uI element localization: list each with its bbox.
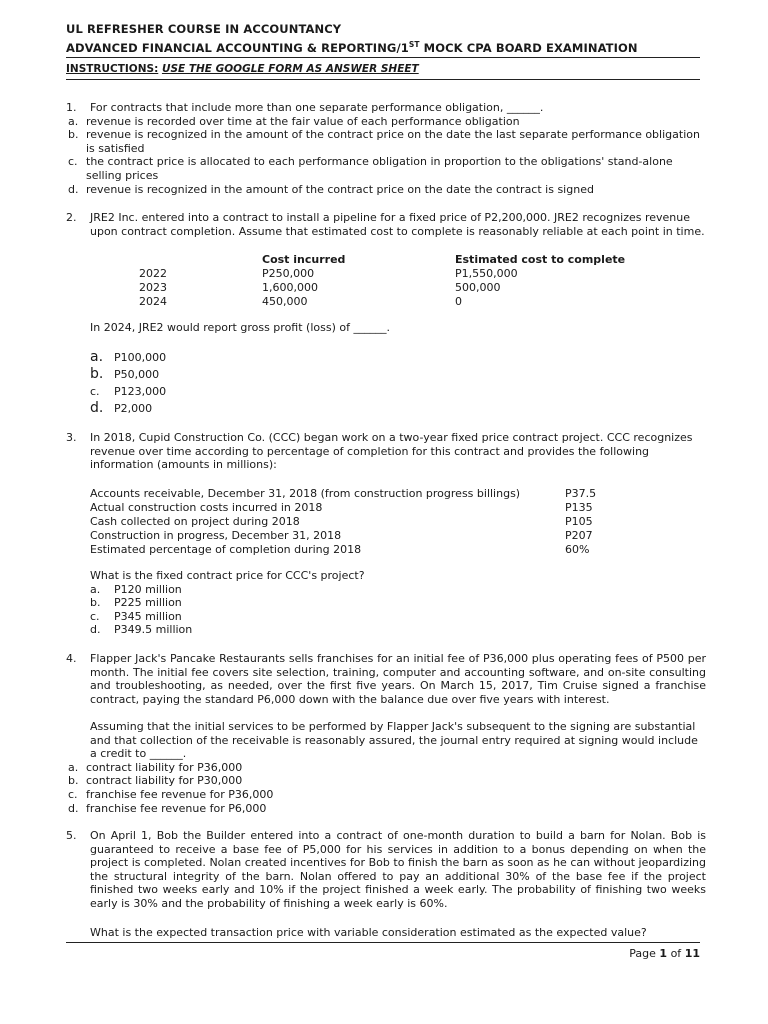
header-line-2: ADVANCED FINANCIAL ACCOUNTING & REPORTING/1ST MOCK CPA BOARD EXAMINATION xyxy=(66,40,638,55)
q1-option-c: c. the contract price is allocated to each performance obligation in proportion to the obligations' stand-alone selling prices xyxy=(68,155,673,182)
q3-item-label: Cash collected on project during 2018 xyxy=(90,515,300,528)
q3-item-value: P207 xyxy=(565,529,593,542)
q3-item-value: P135 xyxy=(565,501,593,514)
q2-row-year: 2022 xyxy=(139,267,167,280)
q3-item-value: P37.5 xyxy=(565,487,597,500)
question-1: 1. For contracts that include more than one separate performance obligation, ______. a. revenue is recorded over time at the fair value of each performance obligation b. revenue is recognized in the amount of the contract price on the date the last separate performance obligation is satisfied c. the contract price is allocated to each performance obligation in proportion to the obligations' stand-alone selling prices d. revenue is recognized in the amount of the contract price on the date the contract is signed xyxy=(66,101,706,196)
q2-row-est: 0 xyxy=(455,295,462,308)
q3-item-label: Actual construction costs incurred in 2018 xyxy=(90,501,323,514)
q2-option-c: c. P123,000 xyxy=(90,385,167,398)
q1-option-d: d. revenue is recognized in the amount of the contract price on the date the contract is signed xyxy=(68,182,594,196)
q2-row-cost: 450,000 xyxy=(262,295,308,308)
question-2-stem: JRE2 Inc. entered into a contract to install a pipeline for a fixed price of P2,200,000. JRE2 recognizes revenue upon contract completion. Assume that estimated cost to complete is reasonably reliable at each point in time. xyxy=(90,211,705,238)
page-footer: Page 1 of 11 xyxy=(629,947,700,960)
question-5-stem: On April 1, Bob the Builder entered into a contract of one-month duration to build a barn for Nolan. Bob is guaranteed to receive a base fee of P5,000 for his services in addition to a bonus depending on when the project is completed. Nolan created incentives for Bob to finish the barn as soon as he can without jeopardizing the structural integrity of the barn. Nolan offered to pay an additional 30% of the base fee if the project finished two weeks early and 10% if the project finished a week early. The probability of finishing two weeks early is 30% and the probability of finishing a week early is 60%. xyxy=(90,829,706,910)
instructions xyxy=(66,63,419,77)
question-5: 5. On April 1, Bob the Builder entered into a contract of one-month duration to build a barn for Nolan. Bob is guaranteed to receive a base fee of P5,000 for his services in addition to a bonus depending on when the project is completed. Nolan created incentives for Bob to finish the barn as soon as he can without jeopardizing the structural integrity of the barn. Nolan offered to pay an additional 30% of the base fee if the project finished two weeks early and 10% if the project finished a week early. The probability of finishing two weeks early is 30% and the probability of finishing a week early is 60%. xyxy=(66,829,706,910)
page-number: 1 xyxy=(659,947,668,960)
q2-option-b: b. P50,000 xyxy=(90,366,160,382)
q2-row-est: 500,000 xyxy=(455,281,501,294)
q3-option-a: a. P120 million xyxy=(90,582,182,596)
question-2: 2. JRE2 Inc. entered into a contract to install a pipeline for a fixed price of P2,200,000. JRE2 recognizes revenue upon contract completion. Assume that estimated cost to complete is reasonably reliable at each point in time. xyxy=(66,211,705,238)
q2-options xyxy=(66,349,706,417)
q4-option-c: c. franchise fee revenue for P36,000 xyxy=(68,787,274,801)
instructions-rule xyxy=(66,79,700,80)
q2-row-est: P1,550,000 xyxy=(455,267,518,280)
q3-option-c: c. P345 million xyxy=(90,609,182,623)
q3-option-b: b. P225 million xyxy=(90,596,182,610)
document-header xyxy=(66,22,638,56)
q2-option-d: d. P2,000 xyxy=(90,400,153,416)
header-rule xyxy=(66,57,700,58)
q3-item-value: P105 xyxy=(565,515,593,528)
header-line-1: UL REFRESHER COURSE IN ACCOUNTANCY xyxy=(66,22,342,36)
q4-option-d: d. franchise fee revenue for P6,000 xyxy=(68,801,267,815)
q2-col-est: Estimated cost to complete xyxy=(455,253,626,266)
q4-question: Assuming that the initial services to be performed by Flapper Jack's subsequent to the signing are substantial and that collection of the receivable is reasonably assured, the journal entry required at signing would include a credit to ______. a. contract liability for P36,000 b. contract liability for P30,000 c. franchise fee revenue for P36,000 d. franchise fee revenue for P6,000 xyxy=(66,720,706,815)
q2-row-year: 2023 xyxy=(139,281,167,294)
instructions-label: INSTRUCTIONS: xyxy=(66,63,159,75)
q5-question: What is the expected transaction price with variable consideration estimated as the expected value? xyxy=(90,926,647,939)
q4-option-a: a. contract liability for P36,000 xyxy=(68,760,243,774)
footer-rule xyxy=(66,942,700,943)
question-3: 3. In 2018, Cupid Construction Co. (CCC) began work on a two-year fixed price contract project. CCC recognizes revenue over time according to percentage of completion for this contract and provides the following information (amounts in millions): xyxy=(66,431,693,472)
instructions-text: USE THE GOOGLE FORM AS ANSWER SHEET xyxy=(161,63,419,75)
q2-row-year: 2024 xyxy=(139,295,167,308)
q3-item-value: 60% xyxy=(565,543,590,556)
page-total: 11 xyxy=(684,947,700,960)
q2-question: In 2024, JRE2 would report gross profit (loss) of ______. xyxy=(90,321,390,334)
q4-option-b: b. contract liability for P30,000 xyxy=(68,774,243,788)
q3-item-label: Estimated percentage of completion during 2018 xyxy=(90,543,362,556)
q3-option-d: d. P349.5 million xyxy=(90,623,193,637)
q3-question: What is the fixed contract price for CCC's project? a. P120 million b. P225 million c. P345 million d. P349.5 million xyxy=(66,569,706,637)
q2-col-cost: Cost incurred xyxy=(262,253,346,266)
q3-item-label: Construction in progress, December 31, 2018 xyxy=(90,529,342,542)
question-4-stem: Flapper Jack's Pancake Restaurants sells franchises for an initial fee of P36,000 plus operating fees of P500 per month. The initial fee covers site selection, training, computer and accounting software, and on-site consulting and troubleshooting, as needed, over the first five years. On March 15, 2017, Tim Cruise signed a franchise contract, paying the standard P6,000 down with the balance due over five years with interest. xyxy=(90,652,706,706)
q1-option-b: b. revenue is recognized in the amount of the contract price on the date the last separate performance obligation is satisfied xyxy=(68,128,700,155)
question-3-stem: In 2018, Cupid Construction Co. (CCC) began work on a two-year fixed price contract project. CCC recognizes revenue over time according to percentage of completion for this contract and provides the following information (amounts in millions): xyxy=(90,431,693,472)
q2-row-cost: P250,000 xyxy=(262,267,315,280)
question-1-stem: For contracts that include more than one separate performance obligation, ______. xyxy=(90,101,544,114)
q1-option-a: a. revenue is recorded over time at the fair value of each performance obligation xyxy=(68,114,520,128)
q2-row-cost: 1,600,000 xyxy=(262,281,318,294)
q2-option-a: a. P100,000 xyxy=(90,349,167,365)
q3-item-label: Accounts receivable, December 31, 2018 (from construction progress billings) xyxy=(90,487,521,500)
question-4: 4. Flapper Jack's Pancake Restaurants sells franchises for an initial fee of P36,000 plus operating fees of P500 per month. The initial fee covers site selection, training, computer and accounting software, and on-site consulting and troubleshooting, as needed, over the first five years. On March 15, 2017, Tim Cruise signed a franchise contract, paying the standard P6,000 down with the balance due over five years with interest. xyxy=(66,652,706,706)
